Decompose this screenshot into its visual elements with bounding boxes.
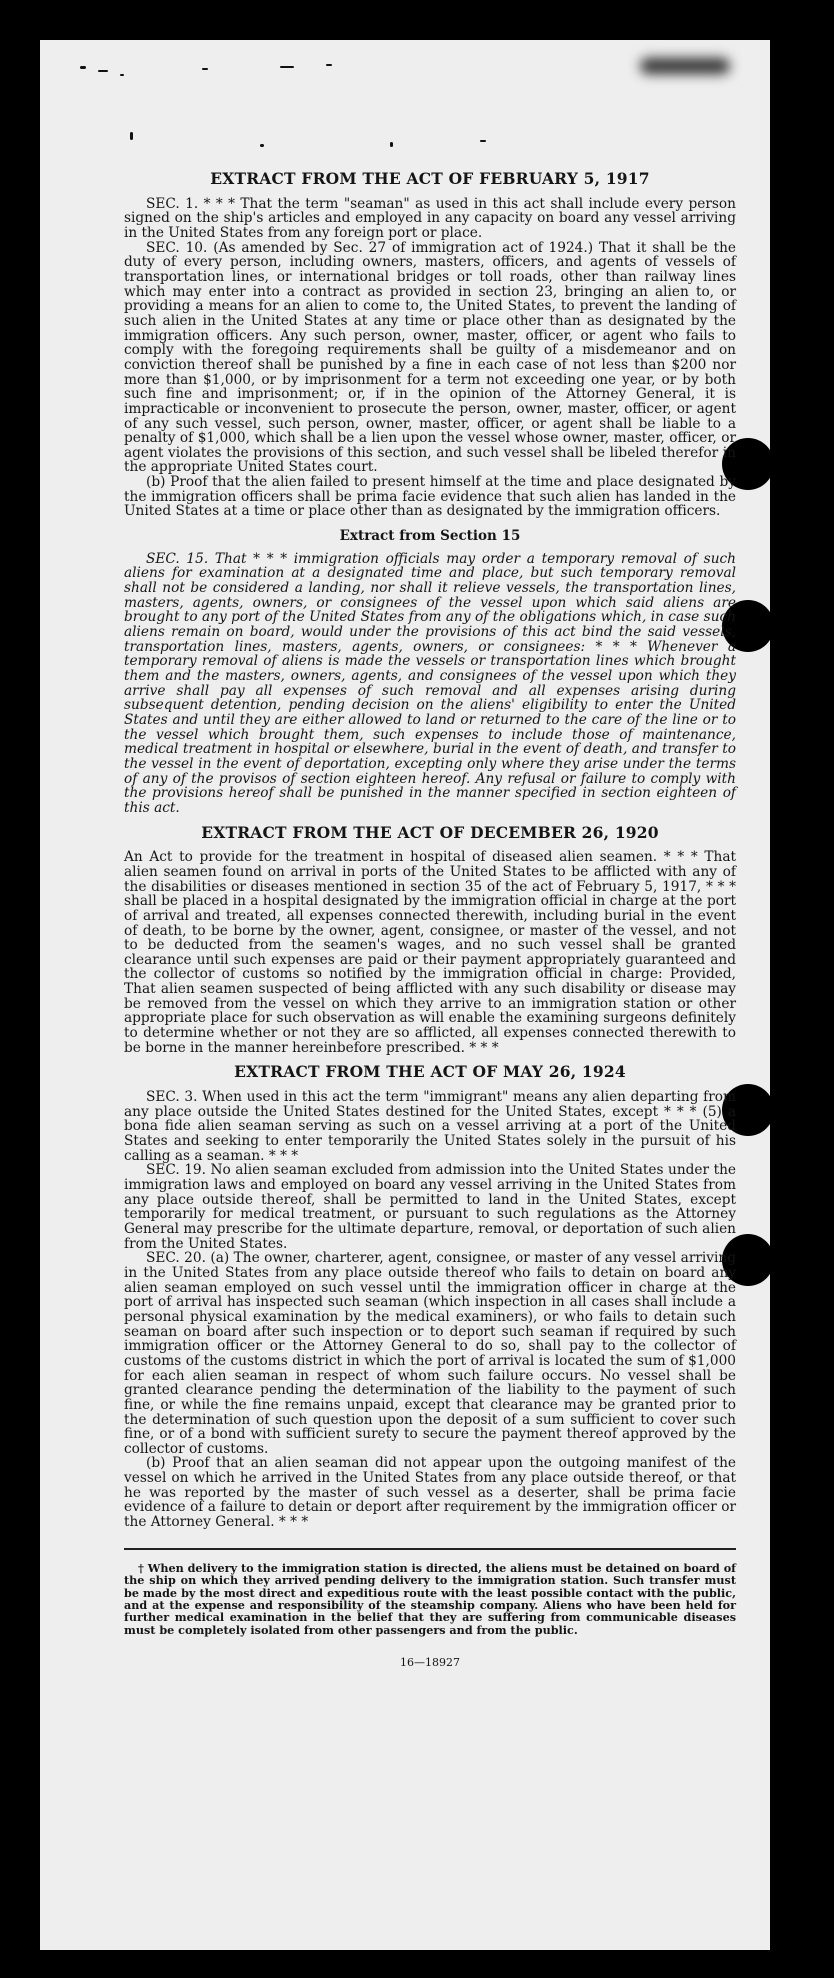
paragraph-1924-sec3: SEC. 3. When used in this act the term "immigrant" means any alien departing from any place outside the United States destined for the United States, except * * * (5) a bona fide alien seaman serving as such on a vessel arriving at a port of the United States and seeking to enter temporarily the United States solely in the pursuit of his calling as a seaman. * * * [124,1089,736,1164]
document-body [124,162,736,1671]
paragraph-1917-b: (b) Proof that the alien failed to present himself at the time and place designated by the immigration officers shall be prima facie evidence that such alien has landed in the United States at a time or place other than as designated by the immigration officers. [124,474,736,520]
paragraph-1924-sec20: SEC. 20. (a) The owner, charterer, agent, consignee, or master of any vessel arriving in the United States from any place outside thereof who fails to detain on board any alien seaman employed on such vessel until the immigration officer in charge at the port of arrival has inspected such seaman (which inspection in all cases shall include a personal physical examination by the medical examiners), or who fails to detain such seaman on board after such inspection or to deport such seaman if required by such immigration officer or the Attorney General to do so, shall pay to the collector of customs of the customs district in which the port of arrival is located the sum of $1,000 for each alien seaman in respect of whom such failure occurs. No vessel shall be granted clearance pending the determination of the liability to the payment of such fine, or while the fine remains unpaid, except that clearance may be granted prior to the determination of such question upon the deposit of a sum sufficient to cover such fine, or of a bond with sufficient surety to secure the payment thereof approved by the collector of customs. [124,1250,736,1457]
footnote: † When delivery to the immigration station is directed, the aliens must be detained on board of the ship on which they arrived pending delivery to the immigration station. Such transfer must be made by the most direct and expeditious route with the least possible contact with the public, and at the expense and responsibility of the steamship company. Aliens who have been held for further medical examination in the belief that they are suffering from communicable diseases must be completely isolated from other passengers and from the public. [124,1560,736,1637]
footnote-divider [124,1548,736,1550]
paragraph-1917-sec10: SEC. 10. (As amended by Sec. 27 of immigration act of 1924.) That it shall be the duty of every person, including owners, masters, officers, and agents of vessels of transportation lines, or international bridges or toll roads, other than railway lines which may enter into a contract as provided in section 23, bringing an alien to, or providing a means for an alien to come to, the United States, to prevent the landing of such alien in the United States at any time or place other than as designated by the immigration officers. Any such person, owner, master, officer, or agent who fails to comply with the foregoing requirements shall be guilty of a misdemeanor and on conviction thereof shall be punished by a fine in each case of not less than $200 nor more than $1,000, or by imprisonment for a term not exceeding one year, or by both such fine and imprisonment; or, if in the opinion of the Attorney General, it is impracticable or inconvenient to prosecute the person, owner, master, officer, or agent of any such vessel, such person, owner, master, officer, or agent shall be liable to a penalty of $1,000, which shall be a lien upon the vessel whose owner, master, officer, or agent violates the provisions of this section, and such vessel shall be libeled therefor in the appropriate United States court. [124,239,736,476]
paragraph-sec15: SEC. 15. That * * * immigration officials may order a temporary removal of such aliens for examination at a designated time and place, but such temporary removal shall not be considered a landing, nor shall it relieve vessels, the transportation lines, masters, agents, owners, or consignees of the vessel upon which said aliens are brought to any port of the United States from any of the obligations which, in case such aliens remain on board, would under the provisions of this act bind the said vessels, transportation lines, masters, agents, owners, or consignees: * * * Whenever a temporary removal of aliens is made the vessels or transportation lines which brought them and the masters, owners, agents, and consignees of the vessel upon which they arrive shall pay all expenses of such removal and all expenses arising during subsequent detention, pending decision on the aliens' eligibility to enter the United States and until they are either allowed to land or returned to the care of the line or to the vessel which brought them, such expenses to include those of maintenance, medical treatment in hospital or elsewhere, burial in the event of death, and transfer to the vessel in the event of deportation, excepting only where they arise under the terms of any of the provisos of section eighteen hereof. Any refusal or failure to comply with the provisions hereof shall be punished in the manner specified in section eighteen of this act. [124,550,736,816]
document-page [40,40,770,1950]
section-heading-sec15: Extract from Section 15 [339,528,521,545]
scan-speck [80,66,86,69]
paragraph-1924-b: (b) Proof that an alien seaman did not appear upon the outgoing manifest of the vessel on which he arrived in the United States from any place outside thereof, or that he was reported by the master of such vessel as a deserter, shall be prima facie evidence of a failure to detain or deport after requirement by the immigration officer or the Attorney General. * * * [124,1455,736,1531]
paragraph-1917-sec1: SEC. 1. * * * That the term "seaman" as used in this act shall include every person signed on the ship's articles and employed in any capacity on board any vessel arriving in the United States from any foreign port or place. [124,195,736,241]
scan-speck [280,66,294,68]
scan-speck [480,140,486,142]
scan-speck [260,144,264,147]
scan-speck [120,74,124,76]
scan-speck [640,58,730,74]
paragraph-1924-sec19: SEC. 19. No alien seaman excluded from admission into the United States under the immigration laws and employed on board any vessel arriving in the United States from any place outside thereof, shall be permitted to land in the United States, except temporarily for medical treatment, or pursuant to such regulations as the Attorney General may prescribe for the ultimate departure, removal, or deportation of such alien from the United States. [124,1162,736,1252]
scan-speck [98,70,108,72]
scan-speck [390,142,393,147]
section-heading-1924: EXTRACT FROM THE ACT OF MAY 26, 1924 [234,1062,626,1082]
section-heading-1920: EXTRACT FROM THE ACT OF DECEMBER 26, 1920 [201,822,659,842]
paragraph-1920: An Act to provide for the treatment in hospital of diseased alien seamen. * * * That alien seamen found on arrival in ports of the United States to be afflicted with any of the disabilities or diseases mentioned in section 35 of the act of February 5, 1917, * * * shall be placed in a hospital designated by the immigration official in charge at the port of arrival and treated, all expenses connected therewith, including burial in the event of death, to be borne by the owner, agent, consignee, or master of the vessel, and not to be deducted from the seamen's wages, and no such vessel shall be granted clearance until such expenses are paid or their payment appropriately guaranteed and the collector of customs so notified by the immigration official in charge: Provided, That alien seamen suspected of being afflicted with any such disability or disease may be removed from the vessel on which they arrive to an immigration station or other appropriate place for such observation as will enable the examining surgeons definitely to determine whether or not they are so afflicted, all expenses connected therewith to be borne in the manner hereinbefore prescribed. * * * [124,849,736,1056]
section-heading-1917: EXTRACT FROM THE ACT OF FEBRUARY 5, 1917 [210,169,650,188]
scan-speck [130,132,133,140]
scan-speck [326,64,332,66]
page-number: 16—18927 [400,1656,460,1670]
scan-speck [202,68,208,70]
